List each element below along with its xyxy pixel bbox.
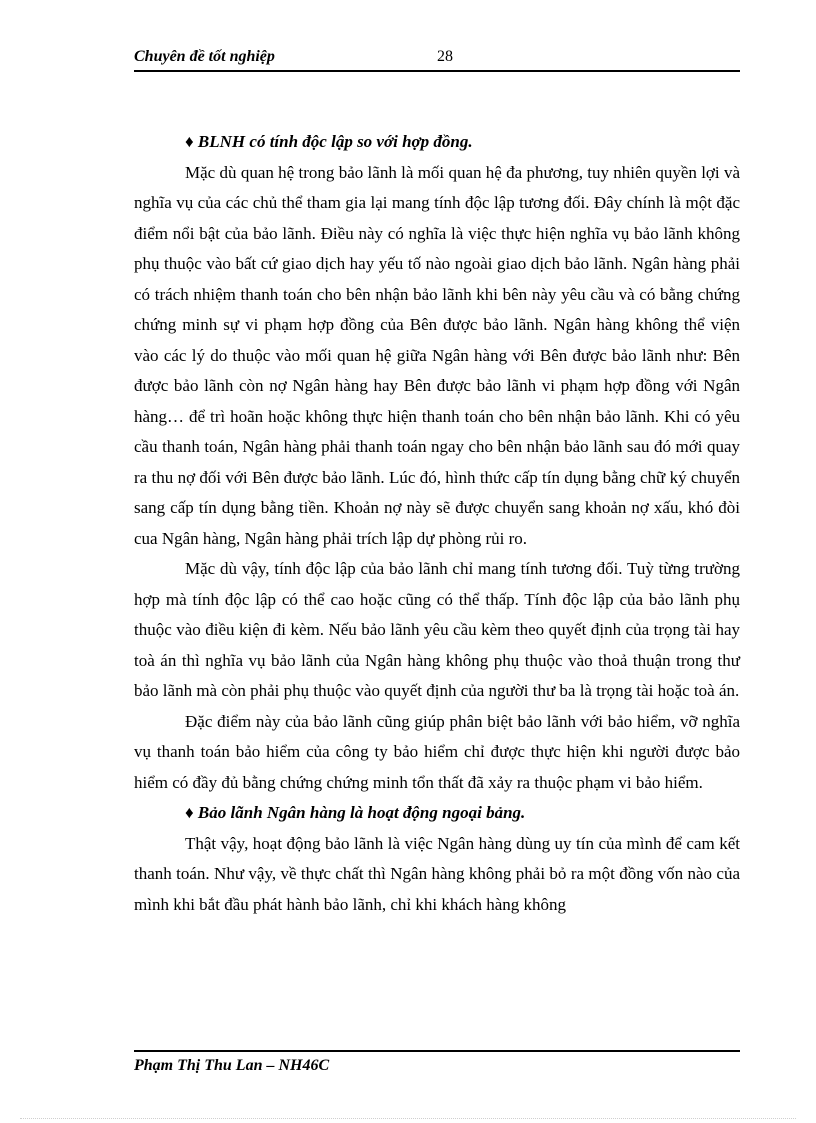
page-footer	[134, 1050, 740, 1075]
header-title: Chuyên đề tốt nghiệp	[134, 48, 275, 65]
page-number: 28	[437, 48, 453, 65]
section-heading-off-balance: ♦ Bảo lãnh Ngân hàng là hoạt động ngoại bảng.	[185, 803, 526, 822]
document-body	[134, 127, 740, 920]
body-paragraph-3: Đặc điểm này của bảo lãnh cũng giúp phân biệt bảo lãnh với bảo hiểm, vỡ nghĩa vụ thanh toán bảo hiểm của công ty bảo hiểm chỉ được thực hiện khi người được bảo hiểm có đầy đủ bằng chứng chứng minh tổn thất đã xảy ra thuộc phạm vi bảo hiểm.	[134, 711, 740, 792]
page-header	[134, 48, 740, 72]
page-edge-divider	[20, 1118, 796, 1119]
section-heading-independence: ♦ BLNH có tính độc lập so với hợp đồng.	[185, 132, 473, 151]
body-paragraph-4: Thật vậy, hoạt động bảo lãnh là việc Ngân hàng dùng uy tín của mình để cam kết thanh toán. Như vậy, về thực chất thì Ngân hàng không phải bỏ ra một đồng vốn nào của mình khi bắt đầu phát hành bảo lãnh, chỉ khi khách hàng không	[134, 833, 740, 914]
body-paragraph-1: Mặc dù quan hệ trong bảo lãnh là mối quan hệ đa phương, tuy nhiên quyền lợi và nghĩa vụ của các chủ thể tham gia lại mang tính độc lập tương đối. Đây chính là một đặc điểm nổi bật của bảo lãnh. Điều này có nghĩa là việc thực hiện nghĩa vụ bảo lãnh không phụ thuộc vào bất cứ giao dịch hay yếu tố nào ngoài giao dịch bảo lãnh. Ngân hàng phải có trách nhiệm thanh toán cho bên nhận bảo lãnh khi bên này yêu cầu và có bằng chứng chứng minh sự vi phạm hợp đồng của Bên được bảo lãnh. Ngân hàng không thể viện vào các lý do thuộc vào mối quan hệ giữa Ngân hàng với Bên được bảo lãnh như: Bên được bảo lãnh còn nợ Ngân hàng hay Bên được bảo lãnh vi phạm hợp đồng với Ngân hàng… để trì hoãn hoặc không thực hiện thanh toán cho bên nhận bảo lãnh. Khi có yêu cầu thanh toán, Ngân hàng phải thanh toán ngay cho bên nhận bảo lãnh sau đó mới quay ra thu nợ đối với Bên được bảo lãnh. Lúc đó, hình thức cấp tín dụng bằng chữ ký chuyển sang cấp tín dụng bằng tiền. Khoản nợ này sẽ được chuyển sang khoản nợ xấu, khó đòi cua Ngân hàng, Ngân hàng phải trích lập dự phòng rủi ro.	[134, 162, 740, 548]
body-paragraph-2: Mặc dù vậy, tính độc lập của bảo lãnh chỉ mang tính tương đối. Tuỳ từng trường hợp mà tính độc lập có thể cao hoặc cũng có thể thấp. Tính độc lập của bảo lãnh phụ thuộc vào điều kiện đi kèm. Nếu bảo lãnh yêu cầu kèm theo quyết định của trọng tài hay toà án thì nghĩa vụ bảo lãnh của Ngân hàng không phụ thuộc vào thoả thuận trong thư bảo lãnh mà còn phải phụ thuộc vào quyết định của người thư ba là trọng tài hoặc toà án.	[134, 559, 740, 700]
footer-author: Phạm Thị Thu Lan – NH46C	[134, 1057, 330, 1074]
